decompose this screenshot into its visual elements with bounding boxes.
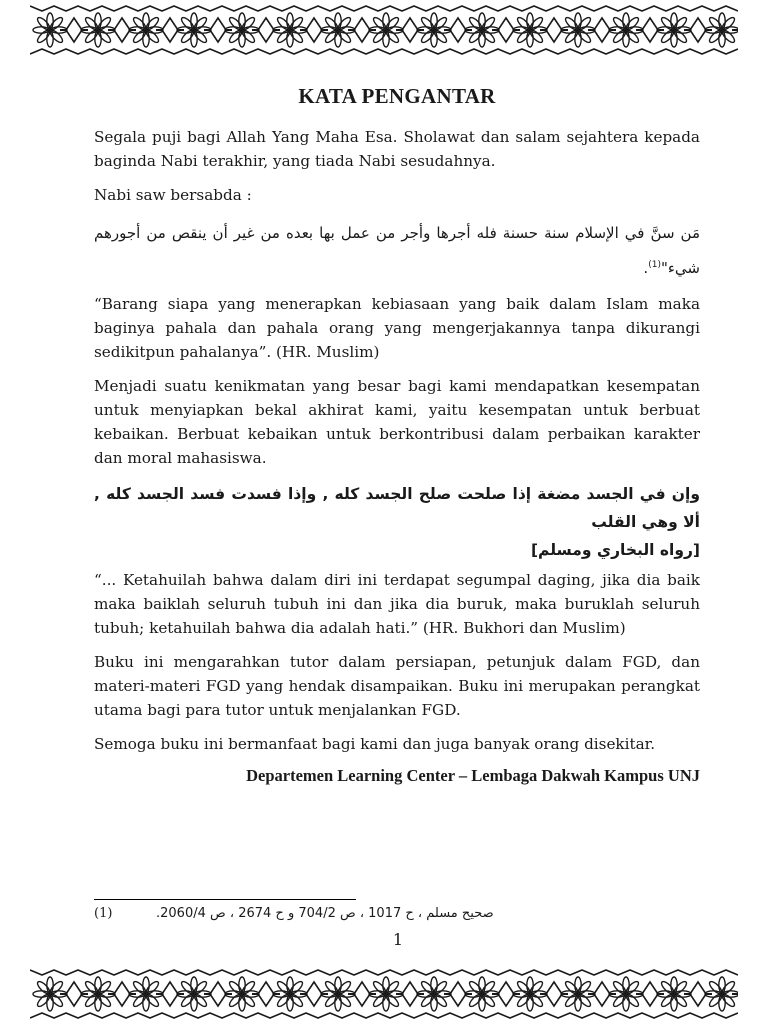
ornament-motif bbox=[177, 977, 232, 1011]
ornament-motif bbox=[273, 977, 328, 1011]
hadith-arabic-2 bbox=[94, 480, 700, 564]
ornament-motif bbox=[513, 13, 568, 47]
body-paragraph-1: Menjadi suatu kenikmatan yang besar bagi kami mendapatkan kesempatan untuk menyiapkan bekal akhirat kami, yaitu kesempatan untuk berbuat kebaikan. Berbuat kebaikan untuk berkontribusi dalam perbaikan karakter dan moral mahasiswa. bbox=[94, 377, 700, 467]
ornament-motif bbox=[465, 977, 520, 1011]
body-paragraph-2: Buku ini mengarahkan tutor dalam persiapan, petunjuk dalam FGD, dan materi-materi FGD yang hendak disampaikan. Buku ini merupakan perangkat utama bagi para tutor untuk menjalankan FGD. bbox=[94, 653, 700, 719]
hadith-arabic-2-line1: وإن في الجسد مضغة إذا صلحت صلح الجسد كله , وإذا فسدت فسد الجسد كله , ألا وهي القلب bbox=[94, 485, 700, 531]
ornament-motif bbox=[657, 977, 712, 1011]
ornament-motif bbox=[561, 977, 616, 1011]
ornament-motif bbox=[609, 13, 664, 47]
ornament-motif bbox=[417, 977, 472, 1011]
footnote-ref: (1) bbox=[648, 260, 661, 270]
hadith-translation-1: “Barang siapa yang menerapkan kebiasaan yang baik dalam Islam maka baginya pahala dan pahala orang yang mengerjakannya tanpa dikurangi sedikitpun pahalanya”. (HR. Muslim) bbox=[94, 295, 700, 361]
page-number: 1 bbox=[392, 930, 404, 949]
ornament-motif bbox=[273, 13, 328, 47]
ornament-motif bbox=[129, 13, 184, 47]
hadith-arabic-2-source: [رواه البخاري ومسلم] bbox=[530, 541, 700, 559]
ornament-motif bbox=[657, 13, 712, 47]
ornament-motif bbox=[513, 977, 568, 1011]
ornament-motif bbox=[417, 13, 472, 47]
ornament-motif bbox=[33, 977, 88, 1011]
hadith-arabic-1-text: مَن سنَّ في الإسلام سنة حسنة فله أجرها وأجر من عمل بها بعده من غير أن ينقص من أجورهم شيء" bbox=[94, 224, 700, 277]
ornament-motif bbox=[81, 13, 136, 47]
signature: Departemen Learning Center – Lembaga Dakwah Kampus UNJ bbox=[246, 766, 700, 785]
ornament-motif bbox=[561, 13, 616, 47]
hadith-intro: Nabi saw bersabda : bbox=[94, 186, 252, 204]
ornament-motif bbox=[369, 977, 424, 1011]
hadith-translation-2: “... Ketahuilah bahwa dalam diri ini terdapat segumpal daging, jika dia baik maka baiklah seluruh tubuh ini dan jika dia buruk, maka buruklah seluruh tubuh; ketahuilah bahwa dia adalah hati.” (HR. Bukhori dan Muslim) bbox=[94, 571, 700, 637]
footnote-divider bbox=[94, 899, 356, 900]
ornament-motif bbox=[369, 13, 424, 47]
footnote-mark: (1) bbox=[94, 906, 113, 921]
ornament-motif bbox=[177, 13, 232, 47]
ornament-motif bbox=[81, 977, 136, 1011]
opening-paragraph: Segala puji bagi Allah Yang Maha Esa. Sholawat dan salam sejahtera kepada baginda Nabi terakhir, yang tiada Nabi sesudahnya. bbox=[94, 128, 700, 170]
closing-paragraph: Semoga buku ini bermanfaat bagi kami dan juga banyak orang disekitar. bbox=[94, 735, 656, 753]
ornament-motif bbox=[609, 977, 664, 1011]
document-page bbox=[94, 80, 700, 786]
decorative-border-top bbox=[30, 2, 738, 58]
hadith-arabic-1: مَن سنَّ في الإسلام سنة حسنة فله أجرها وأجر من عمل بها بعده من غير أن ينقص من أجورهم شيء"$^{(1)}$. bbox=[94, 224, 700, 277]
ornament-motif bbox=[129, 977, 184, 1011]
ornament-motif bbox=[321, 13, 376, 47]
ornament-motif bbox=[225, 13, 280, 47]
ornament-motif bbox=[465, 13, 520, 47]
ornament-motif bbox=[33, 13, 88, 47]
ornament-motif bbox=[225, 977, 280, 1011]
page-title: KATA PENGANTAR bbox=[298, 84, 496, 108]
ornament-motif bbox=[321, 977, 376, 1011]
decorative-border-bottom bbox=[30, 966, 738, 1022]
footnote-text: صحيح مسلم ، ح 1017 ، ص 704/2 و ح 2674 ، ص 2060/4. bbox=[156, 906, 494, 921]
